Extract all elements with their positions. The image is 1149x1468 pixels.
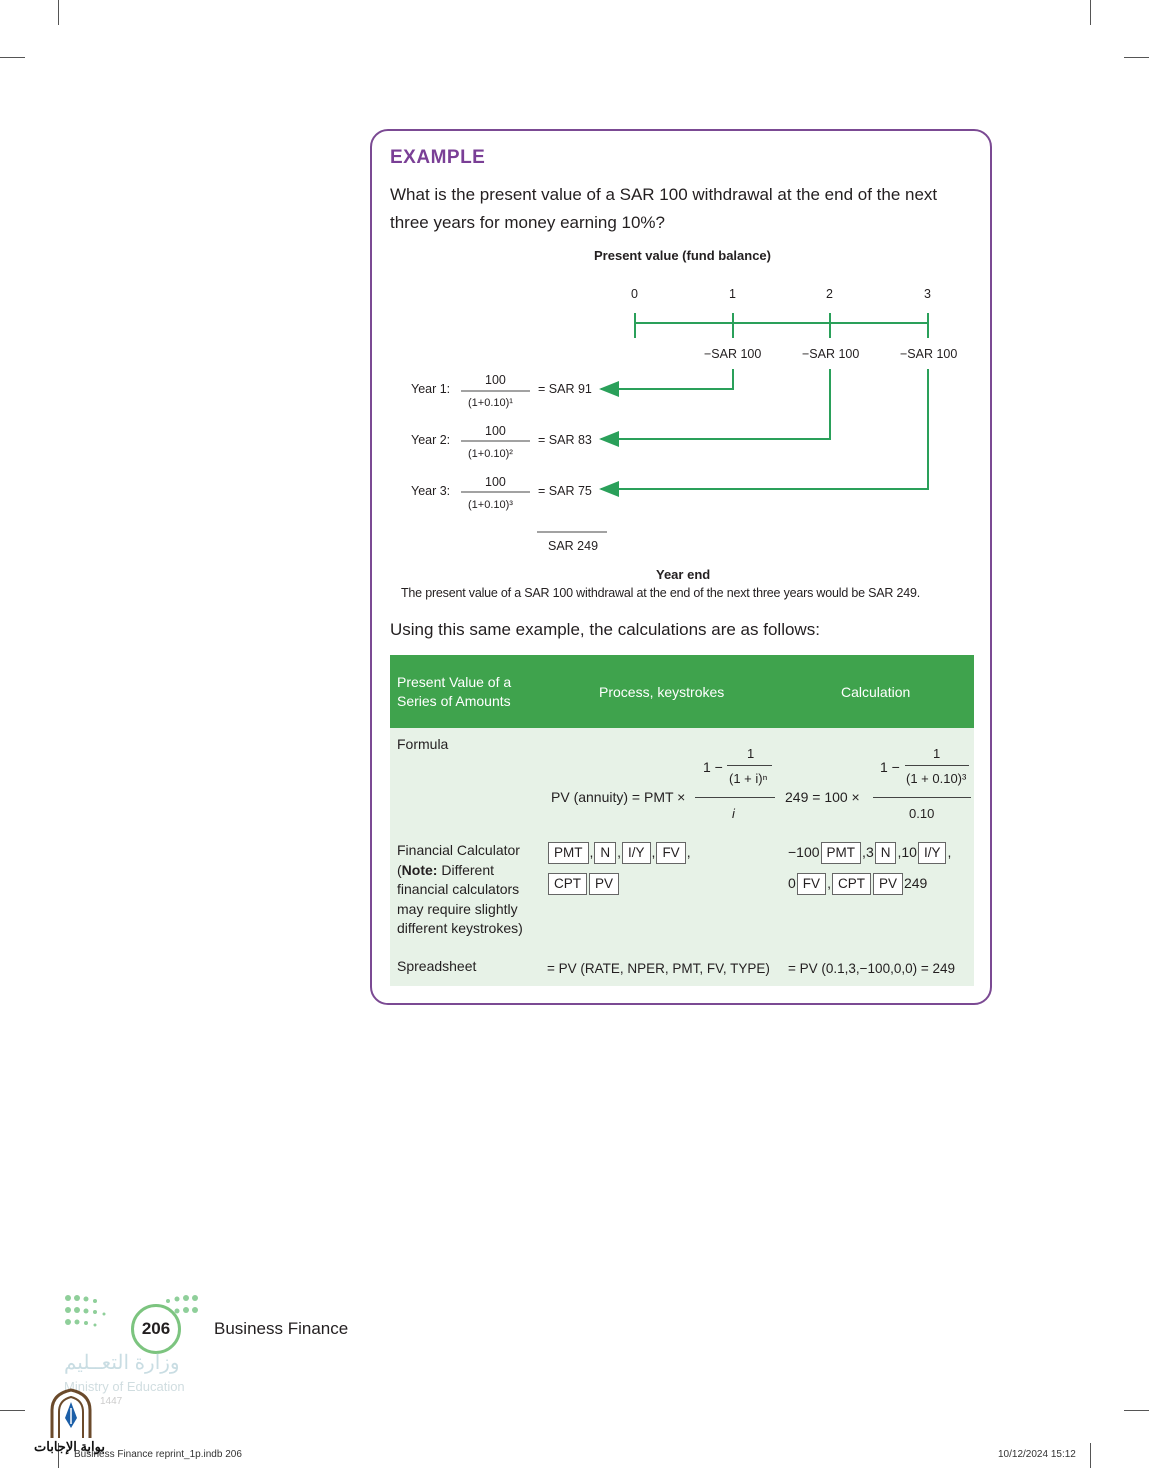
spreadsheet-label: Spreadsheet	[397, 958, 477, 974]
key-iy: I/Y	[918, 842, 947, 864]
ministry-name-english: Ministry of Education	[64, 1379, 185, 1394]
calc-value-pmt: −100	[788, 844, 820, 860]
key-pv: PV	[589, 873, 619, 895]
year1-result: = SAR 91	[538, 382, 592, 396]
calc-value-iy: 10	[901, 844, 917, 860]
spreadsheet-calc: = PV (0.1,3,−100,0,0) = 249	[788, 961, 955, 976]
formula-calc-inner-den: (1 + 0.10)³	[906, 771, 967, 786]
formula-calc-one: 1 −	[880, 759, 900, 775]
spreadsheet-process: = PV (RATE, NPER, PMT, FV, TYPE)	[547, 961, 770, 976]
inner-fraction-bar	[727, 765, 772, 766]
crop-mark	[0, 1410, 25, 1411]
key-pv: PV	[873, 873, 903, 895]
summary-text: The present value of a SAR 100 withdrawal at the end of the next three years would be SAR 249.	[401, 586, 921, 600]
diagram-title: Present value (fund balance)	[594, 248, 771, 263]
year2-result: = SAR 83	[538, 433, 592, 447]
year2-numerator: 100	[485, 424, 506, 438]
header-col-2: Process, keystrokes	[599, 684, 725, 700]
page-number: 206	[131, 1304, 181, 1354]
crop-mark	[1090, 1443, 1091, 1468]
calc-value-fv: 0	[788, 875, 796, 891]
year1-arrow	[601, 369, 733, 389]
year3-label: Year 3:	[411, 484, 451, 498]
withdrawal-1: −SAR 100	[704, 347, 762, 361]
ministry-name-arabic: وزارة التعــليم	[64, 1352, 180, 1374]
year3-arrow	[601, 369, 928, 489]
year2-denominator: (1+0.10)²	[468, 448, 513, 460]
year3-numerator: 100	[485, 475, 506, 489]
timeline-label-1: 1	[729, 287, 736, 301]
formula-calc-inner-num: 1	[933, 746, 941, 761]
year2-arrow	[601, 369, 830, 439]
main-fraction-bar	[695, 797, 775, 798]
withdrawal-2: −SAR 100	[802, 347, 860, 361]
year1-numerator: 100	[485, 373, 506, 387]
year3-denominator: (1+0.10)³	[468, 499, 513, 511]
book-title: Business Finance	[214, 1319, 349, 1338]
example-question: What is the present value of a SAR 100 withdrawal at the end of the next three years for money earning 10%?	[390, 185, 938, 232]
calc-value-n: 3	[865, 844, 874, 860]
key-pmt: PMT	[548, 842, 589, 864]
formula-process-inner-den: (1 + i)ⁿ	[729, 771, 768, 786]
key-fv: FV	[797, 873, 826, 895]
calculator-label	[397, 841, 542, 939]
key-fv: FV	[656, 842, 685, 864]
calculator-paren: (	[397, 861, 402, 878]
timeline-diagram	[0, 0, 1149, 560]
inner-fraction-bar	[905, 765, 969, 766]
key-pmt: PMT	[821, 842, 862, 864]
print-date-info: 10/12/2024 15:12	[998, 1449, 1076, 1460]
crop-mark	[1124, 1410, 1149, 1411]
site-name: بوابة الإجابات	[34, 1439, 105, 1454]
formula-calc-den: 0.10	[909, 806, 935, 821]
header-col-1: Present Value of a Series of Amounts	[397, 674, 512, 709]
year1-label: Year 1:	[411, 382, 451, 396]
timeline-label-3: 3	[924, 287, 931, 301]
key-n: N	[875, 842, 897, 864]
intro-text: Using this same example, the calculations are as follows:	[390, 620, 820, 639]
withdrawal-3: −SAR 100	[900, 347, 958, 361]
calculator-note-bold: Note:	[401, 861, 438, 878]
key-cpt: CPT	[548, 873, 587, 895]
main-fraction-bar	[873, 797, 971, 798]
calc-result: 249	[903, 875, 928, 891]
formula-process-inner-num: 1	[747, 746, 755, 761]
formula-process-prefix: PV (annuity) = PMT ×	[551, 789, 686, 805]
calc-keys-row2: 0 FV , CPT PV 249	[788, 873, 927, 895]
process-keys-row1: PMT , N , I/Y , FV ,	[547, 842, 691, 864]
timeline-label-2: 2	[826, 287, 833, 301]
key-cpt: CPT	[832, 873, 871, 895]
table-header	[390, 655, 974, 728]
formula-process-one: 1 −	[703, 759, 723, 775]
key-iy: I/Y	[622, 842, 651, 864]
calculator-label-title: Financial Calculator	[397, 842, 520, 858]
year1-denominator: (1+0.10)¹	[468, 397, 513, 409]
timeline-label-0: 0	[631, 287, 638, 301]
formula-calc-prefix: 249 = 100 ×	[785, 789, 860, 805]
formula-label: Formula	[397, 736, 449, 752]
year3-result: = SAR 75	[538, 484, 592, 498]
year-end-label: Year end	[656, 567, 711, 582]
calculator-note-text: Different financial calculators may require slightly different keystrokes)	[397, 861, 523, 936]
key-n: N	[594, 842, 616, 864]
process-keys-row2	[547, 873, 620, 895]
example-heading: EXAMPLE	[390, 147, 486, 168]
year2-label: Year 2:	[411, 433, 451, 447]
site-logo-icon	[48, 1388, 94, 1440]
header-col-3: Calculation	[841, 684, 911, 700]
ministry-year: 1447	[100, 1396, 123, 1407]
print-file-info: Business Finance reprint_1p.indb 206	[74, 1449, 242, 1460]
formula-process-den: i	[732, 806, 735, 821]
total-value: SAR 249	[548, 539, 599, 553]
calc-keys-row1: −100 PMT ,3 N ,10 I/Y ,	[788, 842, 951, 864]
calculation-table	[390, 655, 974, 986]
